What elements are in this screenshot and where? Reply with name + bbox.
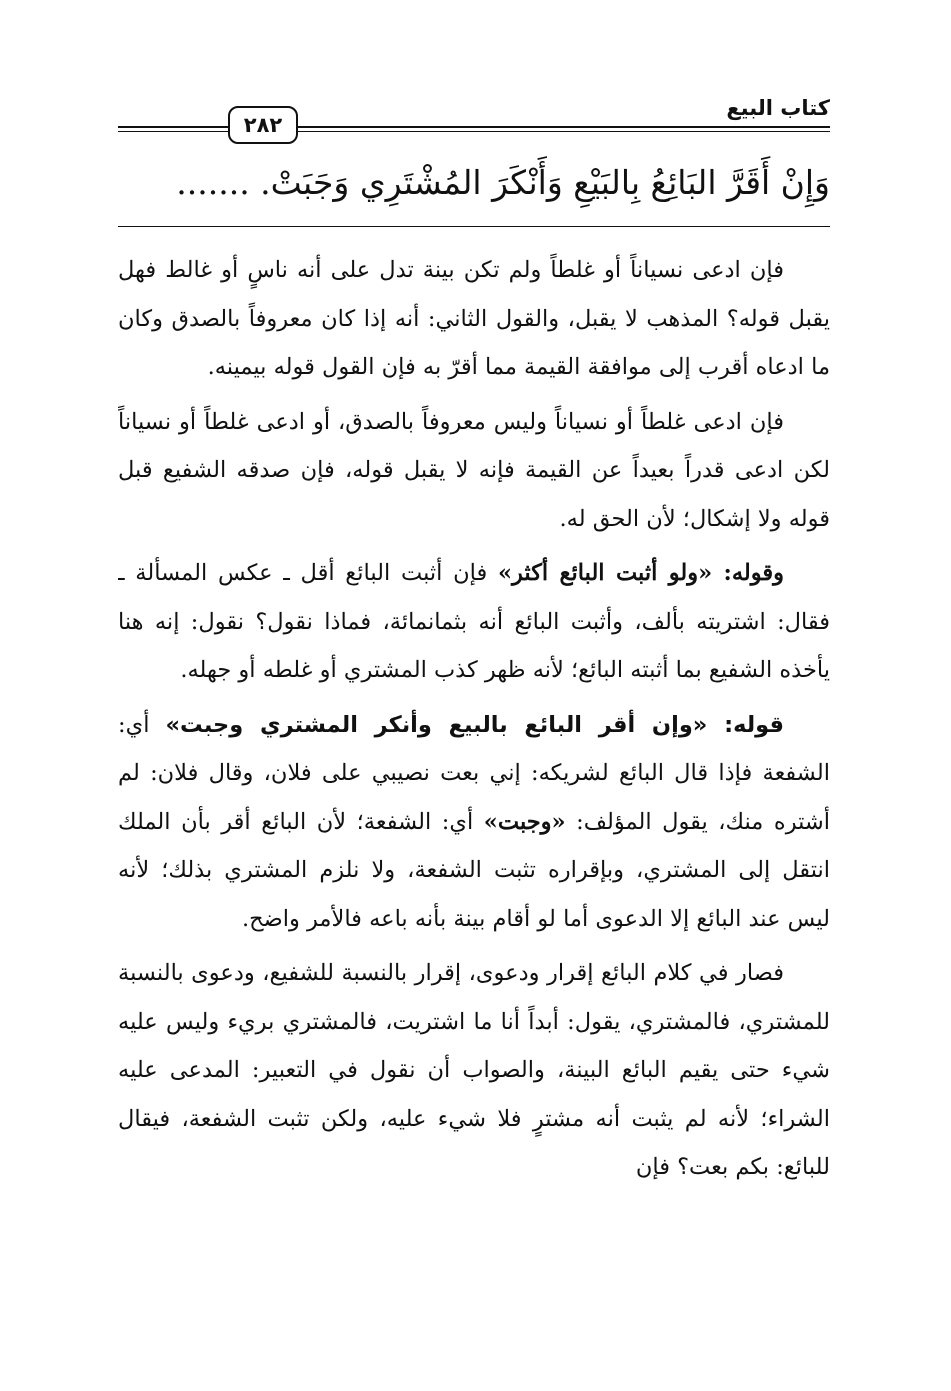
- paragraph-text: فإن أثبت البائع أقل ـ عكس المسألة ـ فقال: اشتريته بألف، وأثبت البائع أنه بثمانمائة، فماذا نقول؟ نقول: إنه هنا يأخذه الشفيع بما أثبته البائع؛ لأنه ظهر كذب المشتري أو غلطه أو جهله.: [118, 560, 830, 683]
- quoted-lead: وقوله: «ولو أثبت البائع أكثر»: [497, 560, 784, 586]
- paragraph-4: [118, 701, 830, 944]
- paragraph-2: [118, 398, 830, 544]
- inline-quote: «وجبت»: [483, 808, 566, 835]
- commentary-body: [118, 240, 830, 1310]
- running-title: كتاب البيع: [718, 96, 830, 120]
- page-number: ٢٨٢: [243, 113, 283, 137]
- paragraph-1: [118, 246, 830, 392]
- paragraph-text-cont: أي: الشفعة؛ لأن البائع أقر بأن الملك انتقل إلى المشتري، وبإقراره تثبت الشفعة، ولا نلزم المشتري بذلك؛ لأنه ليس عند البائع إلا الدعوى أما لو أقام بينة بأنه باعه فالأمر واضح.: [118, 808, 830, 932]
- matn-separator: [118, 226, 830, 227]
- page-number-box: [228, 106, 298, 144]
- paragraph-5: [118, 949, 830, 1192]
- page-header: [118, 92, 830, 140]
- paragraph-text: أي: الشفعة فإذا قال البائع لشريكه: إني بعت نصيبي على فلان، وقال فلان: لم أشتره منك، يقول المؤلف:: [118, 711, 830, 835]
- quoted-lead: قوله: «وإن أقر البائع بالبيع وأنكر المشتري وجبت»: [165, 711, 784, 738]
- paragraph-text: فصار في كلام البائع إقرار ودعوى، إقرار بالنسبة للشفيع، ودعوى بالنسبة للمشتري، فالمشتري، يقول: أبداً أنا ما اشتريت، فالمشتري بريء وليس عليه شيء حتى يقيم البائع البينة، والصواب أن نقول في التعبير: المدعى عليه الشراء؛ لأنه لم يثبت أنه مشترٍ فلا شيء عليه، ولكن تثبت الشفعة، فيقال للبائع: بكم بعت؟ فإن: [118, 960, 830, 1180]
- matn-text: وَإِنْ أَقَرَّ البَائِعُ بِالبَيْعِ وَأَنْكَرَ المُشْتَرِي وَجَبَتْ. .......: [176, 163, 830, 202]
- header-rule-thin: [118, 131, 830, 132]
- paragraph-3: [118, 549, 830, 695]
- paragraph-text: فإن ادعى نسياناً أو غلطاً ولم تكن بينة تدل على أنه ناسٍ أو غالط فهل يقبل قوله؟ المذهب لا يقبل، والقول الثاني: أنه إذا كان معروفاً بالصدق وكان ما ادعاه أقرب إلى موافقة القيمة مما أقرّ به فإن القول قوله بيمينه.: [118, 257, 830, 380]
- header-rule: [118, 126, 830, 128]
- paragraph-text: فإن ادعى غلطاً أو نسياناً وليس معروفاً بالصدق، أو ادعى غلطاً أو نسياناً لكن ادعى قدراً بعيداً عن القيمة فإنه لا يقبل قوله، فإن صدقه الشفيع قبل قوله ولا إشكال؛ لأن الحق له.: [118, 408, 830, 532]
